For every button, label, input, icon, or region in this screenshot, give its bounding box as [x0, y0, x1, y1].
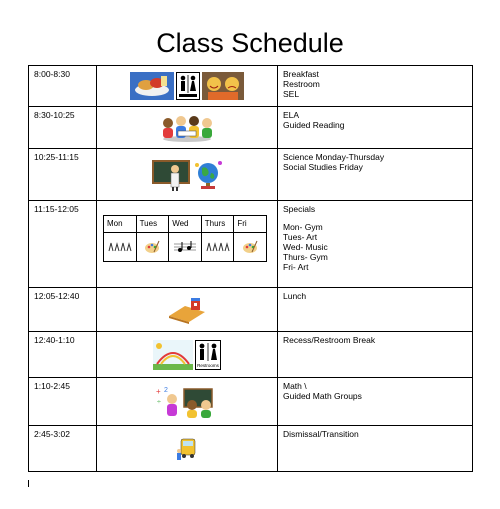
- day-label: Wed: [169, 216, 202, 233]
- school-bus-icon: [176, 435, 198, 463]
- children-reading-icon: [156, 113, 218, 143]
- page-title: Class Schedule: [156, 28, 344, 58]
- picture-cell: [97, 107, 278, 149]
- activity-spacer: [283, 214, 467, 222]
- activity-cell: [278, 201, 473, 288]
- math-kids-icon: [154, 385, 220, 419]
- activity-cell: [278, 149, 473, 201]
- art-palette-icon: [242, 240, 258, 254]
- picture-cell: [97, 201, 278, 288]
- schedule-table: [28, 65, 473, 472]
- activity-text: Restroom: [283, 79, 320, 89]
- time-cell: 8:30-10:25: [29, 107, 97, 149]
- activity-cell: [278, 332, 473, 378]
- activity-text: Fri- Art: [283, 262, 309, 272]
- activity-text: ELA: [283, 110, 300, 120]
- art-palette-icon: [144, 240, 160, 254]
- activity-text: Guided Math Groups: [283, 391, 362, 401]
- activity-text: Dismissal/Transition: [283, 429, 359, 439]
- sel-emotions-icon: [202, 72, 244, 100]
- music-notes-icon: [174, 240, 196, 254]
- svg-text:÷: ÷: [157, 398, 161, 406]
- activity-cell: [278, 288, 473, 332]
- picture-cell: [97, 149, 278, 201]
- activity-text: Breakfast: [283, 69, 319, 79]
- restroom-sign-label: Restrooms: [197, 362, 220, 368]
- activity-cell: [278, 378, 473, 426]
- time-cell: 1:10-2:45: [29, 378, 97, 426]
- teacher-chalkboard-icon: [151, 159, 191, 191]
- day-icon-cell: [201, 233, 234, 262]
- restroom-sign-icon: [176, 72, 200, 100]
- time-cell: 2:45-3:02: [29, 426, 97, 472]
- specials-days-row: [104, 216, 267, 233]
- day-label: Thurs: [201, 216, 234, 233]
- day-icon-cell: [104, 233, 137, 262]
- time-cell: 10:25-11:15: [29, 149, 97, 201]
- svg-text:+: +: [156, 386, 161, 396]
- activity-text: Mon- Gym: [283, 222, 323, 232]
- day-label: Mon: [104, 216, 137, 233]
- picture-cell: [97, 378, 278, 426]
- picture-cell: [97, 426, 278, 472]
- day-label: Fri: [234, 216, 267, 233]
- activity-text: Guided Reading: [283, 120, 345, 130]
- activity-text: Recess/Restroom Break: [283, 335, 376, 345]
- schedule-row: [29, 66, 473, 107]
- text-cursor: [28, 480, 29, 487]
- time-cell: 12:05-12:40: [29, 288, 97, 332]
- schedule-row: [29, 332, 473, 378]
- activity-text: Math \: [283, 381, 307, 391]
- activity-text: Science Monday-Thursday: [283, 152, 385, 162]
- lunch-tray-icon: [167, 296, 207, 324]
- restroom-sign-icon: [195, 340, 221, 370]
- picture-cell: [97, 288, 278, 332]
- globe-icon: [193, 159, 223, 191]
- activity-text: Specials: [283, 204, 316, 214]
- time-cell: 12:40-1:10: [29, 332, 97, 378]
- activity-text: SEL: [283, 89, 300, 99]
- activity-text: Wed- Music: [283, 242, 328, 252]
- day-icon-cell: [136, 233, 169, 262]
- activity-text: Social Studies Friday: [283, 162, 363, 172]
- schedule-row: [29, 378, 473, 426]
- day-icon-cell: [169, 233, 202, 262]
- activity-cell: [278, 66, 473, 107]
- activity-text: Lunch: [283, 291, 307, 301]
- schedule-row: [29, 149, 473, 201]
- time-cell: 8:00-8:30: [29, 66, 97, 107]
- breakfast-food-icon: [130, 72, 174, 100]
- schedule-row: [29, 288, 473, 332]
- activity-text: Thurs- Gym: [283, 252, 328, 262]
- playground-icon: [153, 340, 193, 370]
- picture-cell: [97, 66, 278, 107]
- schedule-row: [29, 107, 473, 149]
- day-label: Tues: [136, 216, 169, 233]
- activity-text: Tues- Art: [283, 232, 318, 242]
- activity-cell: [278, 107, 473, 149]
- gym-icon: [205, 241, 231, 253]
- activity-cell: [278, 426, 473, 472]
- schedule-row: [29, 201, 473, 288]
- time-cell: 11:15-12:05: [29, 201, 97, 288]
- day-icon-cell: [234, 233, 267, 262]
- schedule-row: [29, 426, 473, 472]
- picture-cell: [97, 332, 278, 378]
- specials-icons-row: [104, 233, 267, 262]
- gym-icon: [107, 241, 133, 253]
- svg-text:2: 2: [164, 386, 168, 394]
- specials-day-table: [103, 215, 267, 262]
